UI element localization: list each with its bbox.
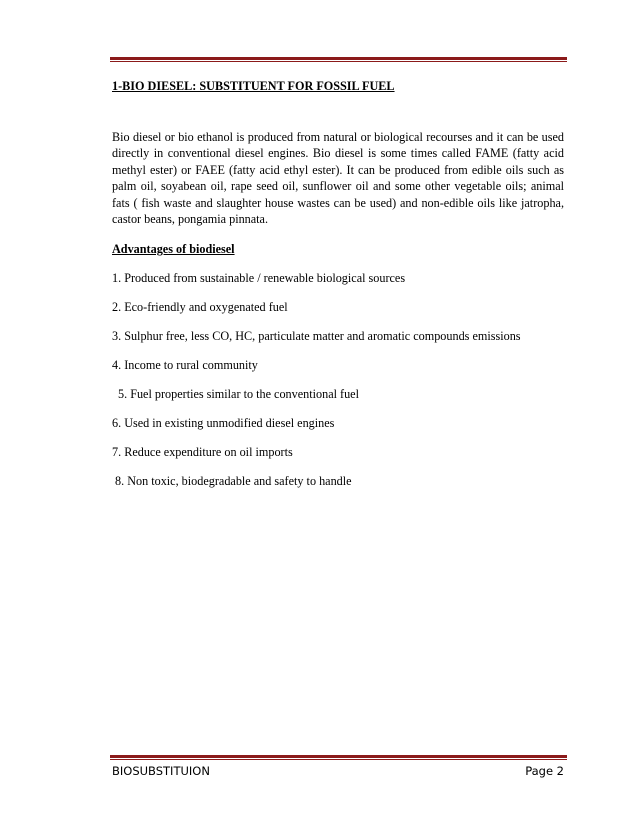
list-item: 2. Eco-friendly and oxygenated fuel <box>112 300 288 315</box>
list-item: 3. Sulphur free, less CO, HC, particulate matter and aromatic compounds emissions <box>112 329 521 344</box>
advantages-list <box>112 270 564 502</box>
list-item: 5. Fuel properties similar to the conventional fuel <box>118 387 359 402</box>
list-item: 7. Reduce expenditure on oil imports <box>112 445 293 460</box>
list-item: 4. Income to rural community <box>112 358 258 373</box>
intro-paragraph: Bio diesel or bio ethanol is produced from natural or biological recourses and it can be used directly in conventional diesel engines. Bio diesel is some times called FAME (fatty acid methyl ester) or FAEE (fatty acid ethyl ester). It can be produced from edible oils such as palm oil, soyabean oil, rape seed oil, sunflower oil and some other vegetable oils; animal fats ( fish waste and slaughter house wastes can be used) and non-edible oils like jatropha, castor beans, pongamia pinnata. <box>112 130 564 227</box>
page-footer <box>112 764 564 778</box>
advantages-heading: Advantages of biodiesel <box>112 242 235 257</box>
footer-rule <box>110 755 567 760</box>
section-title: 1-BIO DIESEL: SUBSTITUENT FOR FOSSIL FUEL <box>112 79 395 93</box>
page-number: Page 2 <box>525 764 564 778</box>
list-item: 6. Used in existing unmodified diesel engines <box>112 416 335 431</box>
footer-document-name: BIOSUBSTITUION <box>112 764 210 778</box>
header-rule <box>110 57 567 62</box>
page-content <box>112 79 564 502</box>
list-item: 1. Produced from sustainable / renewable biological sources <box>112 271 406 286</box>
list-item: 8. Non toxic, biodegradable and safety to handle <box>115 474 352 489</box>
